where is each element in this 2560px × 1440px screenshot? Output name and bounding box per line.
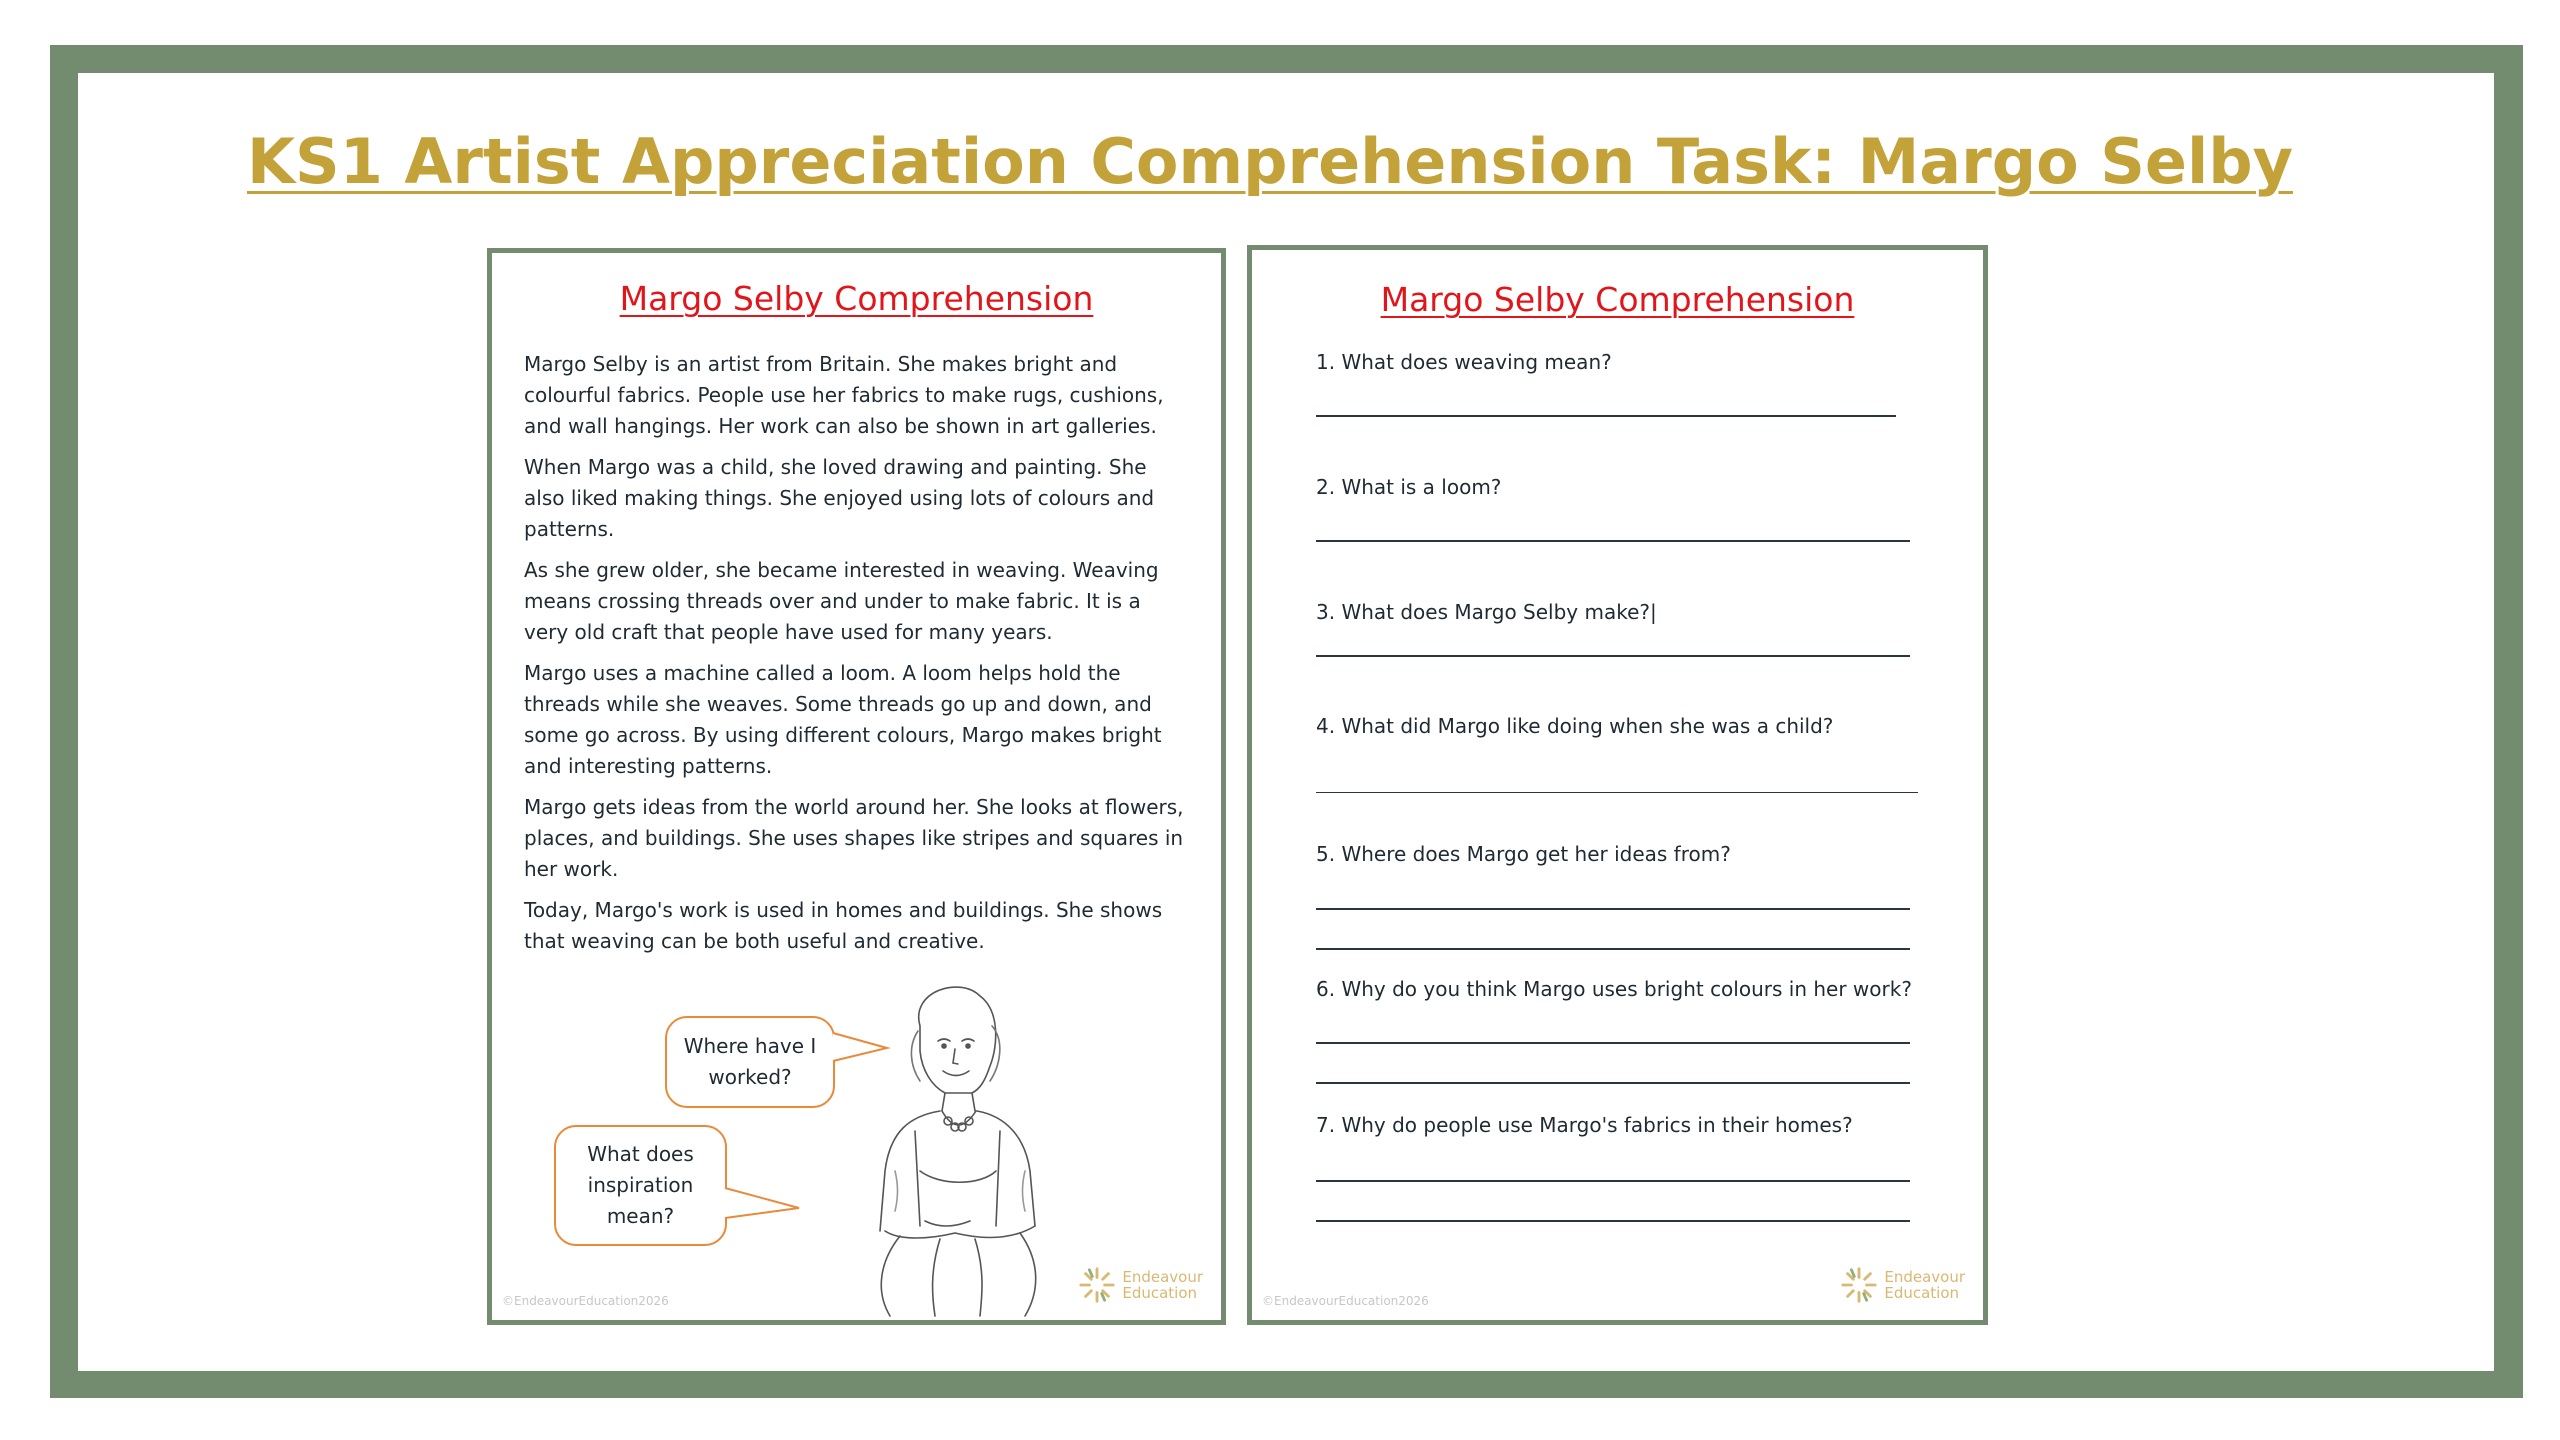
question-4: 4. What did Margo like doing when she was a child? [1316, 714, 1834, 738]
passage-paragraph: Margo gets ideas from the world around her. She looks at flowers, places, and buildings. She uses shapes like stripes and squares in her work. [524, 795, 1184, 881]
bubble-line: worked? [708, 1065, 792, 1089]
questions-page [1247, 245, 1988, 1325]
reading-passage [524, 349, 1189, 967]
speech-bubble-where-worked [665, 1016, 835, 1108]
logo-line: Endeavour [1884, 1268, 1965, 1286]
passage-paragraph: As she grew older, she became interested in weaving. Weaving means crossing threads over and under to make fabric. It is a very old craft that people have used for many years. [524, 558, 1159, 644]
passage-paragraph: When Margo was a child, she loved drawing and painting. She also liked making things. She enjoyed using lots of colours and patterns. [524, 455, 1155, 541]
answer-line [1316, 1042, 1910, 1044]
answer-line [1316, 792, 1918, 793]
passage-paragraph: Margo Selby is an artist from Britain. She makes bright and colourful fabrics. People use her fabrics to make rugs, cushions, and wall hangings. Her work can also be shown in art galleries. [524, 352, 1164, 438]
answer-line [1316, 540, 1910, 542]
question-2: 2. What is a loom? [1316, 475, 1502, 499]
passage-paragraph: Today, Margo's work is used in homes and buildings. She shows that weaving can be both useful and creative. [524, 898, 1163, 953]
passage-paragraph: Margo uses a machine called a loom. A loom helps hold the threads while she weaves. Some threads go up and down, and some go across. By using different colours, Margo makes bright and interesting patterns. [524, 661, 1162, 778]
slide-title: KS1 Artist Appreciation Comprehension Task: Margo Selby [247, 125, 2293, 198]
question-6: 6. Why do you think Margo uses bright colours in her work? [1316, 977, 1912, 1001]
bubble-line: Where have I [683, 1034, 817, 1058]
copyright-text: ©EndeavourEducation2026 [1262, 1294, 1429, 1308]
page-title: Margo Selby Comprehension [1380, 280, 1855, 319]
bubble-line: inspiration [587, 1173, 694, 1197]
bubble-line: What does [587, 1142, 694, 1166]
answer-line [1316, 1220, 1910, 1222]
question-1: 1. What does weaving mean? [1316, 350, 1612, 374]
endeavour-education-logo [1078, 1266, 1203, 1304]
answer-line [1316, 948, 1910, 950]
copyright-text: ©EndeavourEducation2026 [502, 1294, 669, 1308]
reading-passage-page [487, 248, 1226, 1325]
question-3: 3. What does Margo Selby make?| [1316, 600, 1657, 624]
bubble-line: mean? [606, 1204, 675, 1228]
answer-line [1316, 1180, 1910, 1182]
page-title: Margo Selby Comprehension [619, 279, 1094, 318]
speech-bubble-inspiration [554, 1125, 727, 1246]
margo-selby-portrait-sketch [840, 971, 1070, 1321]
question-7: 7. Why do people use Margo's fabrics in their homes? [1316, 1113, 1853, 1137]
answer-line [1316, 655, 1910, 657]
logo-line: Endeavour [1122, 1268, 1203, 1286]
answer-line [1316, 415, 1896, 417]
sunburst-logo-icon [1078, 1266, 1116, 1304]
speech-bubble-tail [724, 1178, 804, 1228]
logo-line: Education [1884, 1284, 1960, 1302]
endeavour-education-logo [1840, 1266, 1965, 1304]
answer-line [1316, 908, 1910, 910]
logo-line: Education [1122, 1284, 1198, 1302]
answer-line [1316, 1082, 1910, 1084]
sunburst-logo-icon [1840, 1266, 1878, 1304]
question-5: 5. Where does Margo get her ideas from? [1316, 842, 1731, 866]
